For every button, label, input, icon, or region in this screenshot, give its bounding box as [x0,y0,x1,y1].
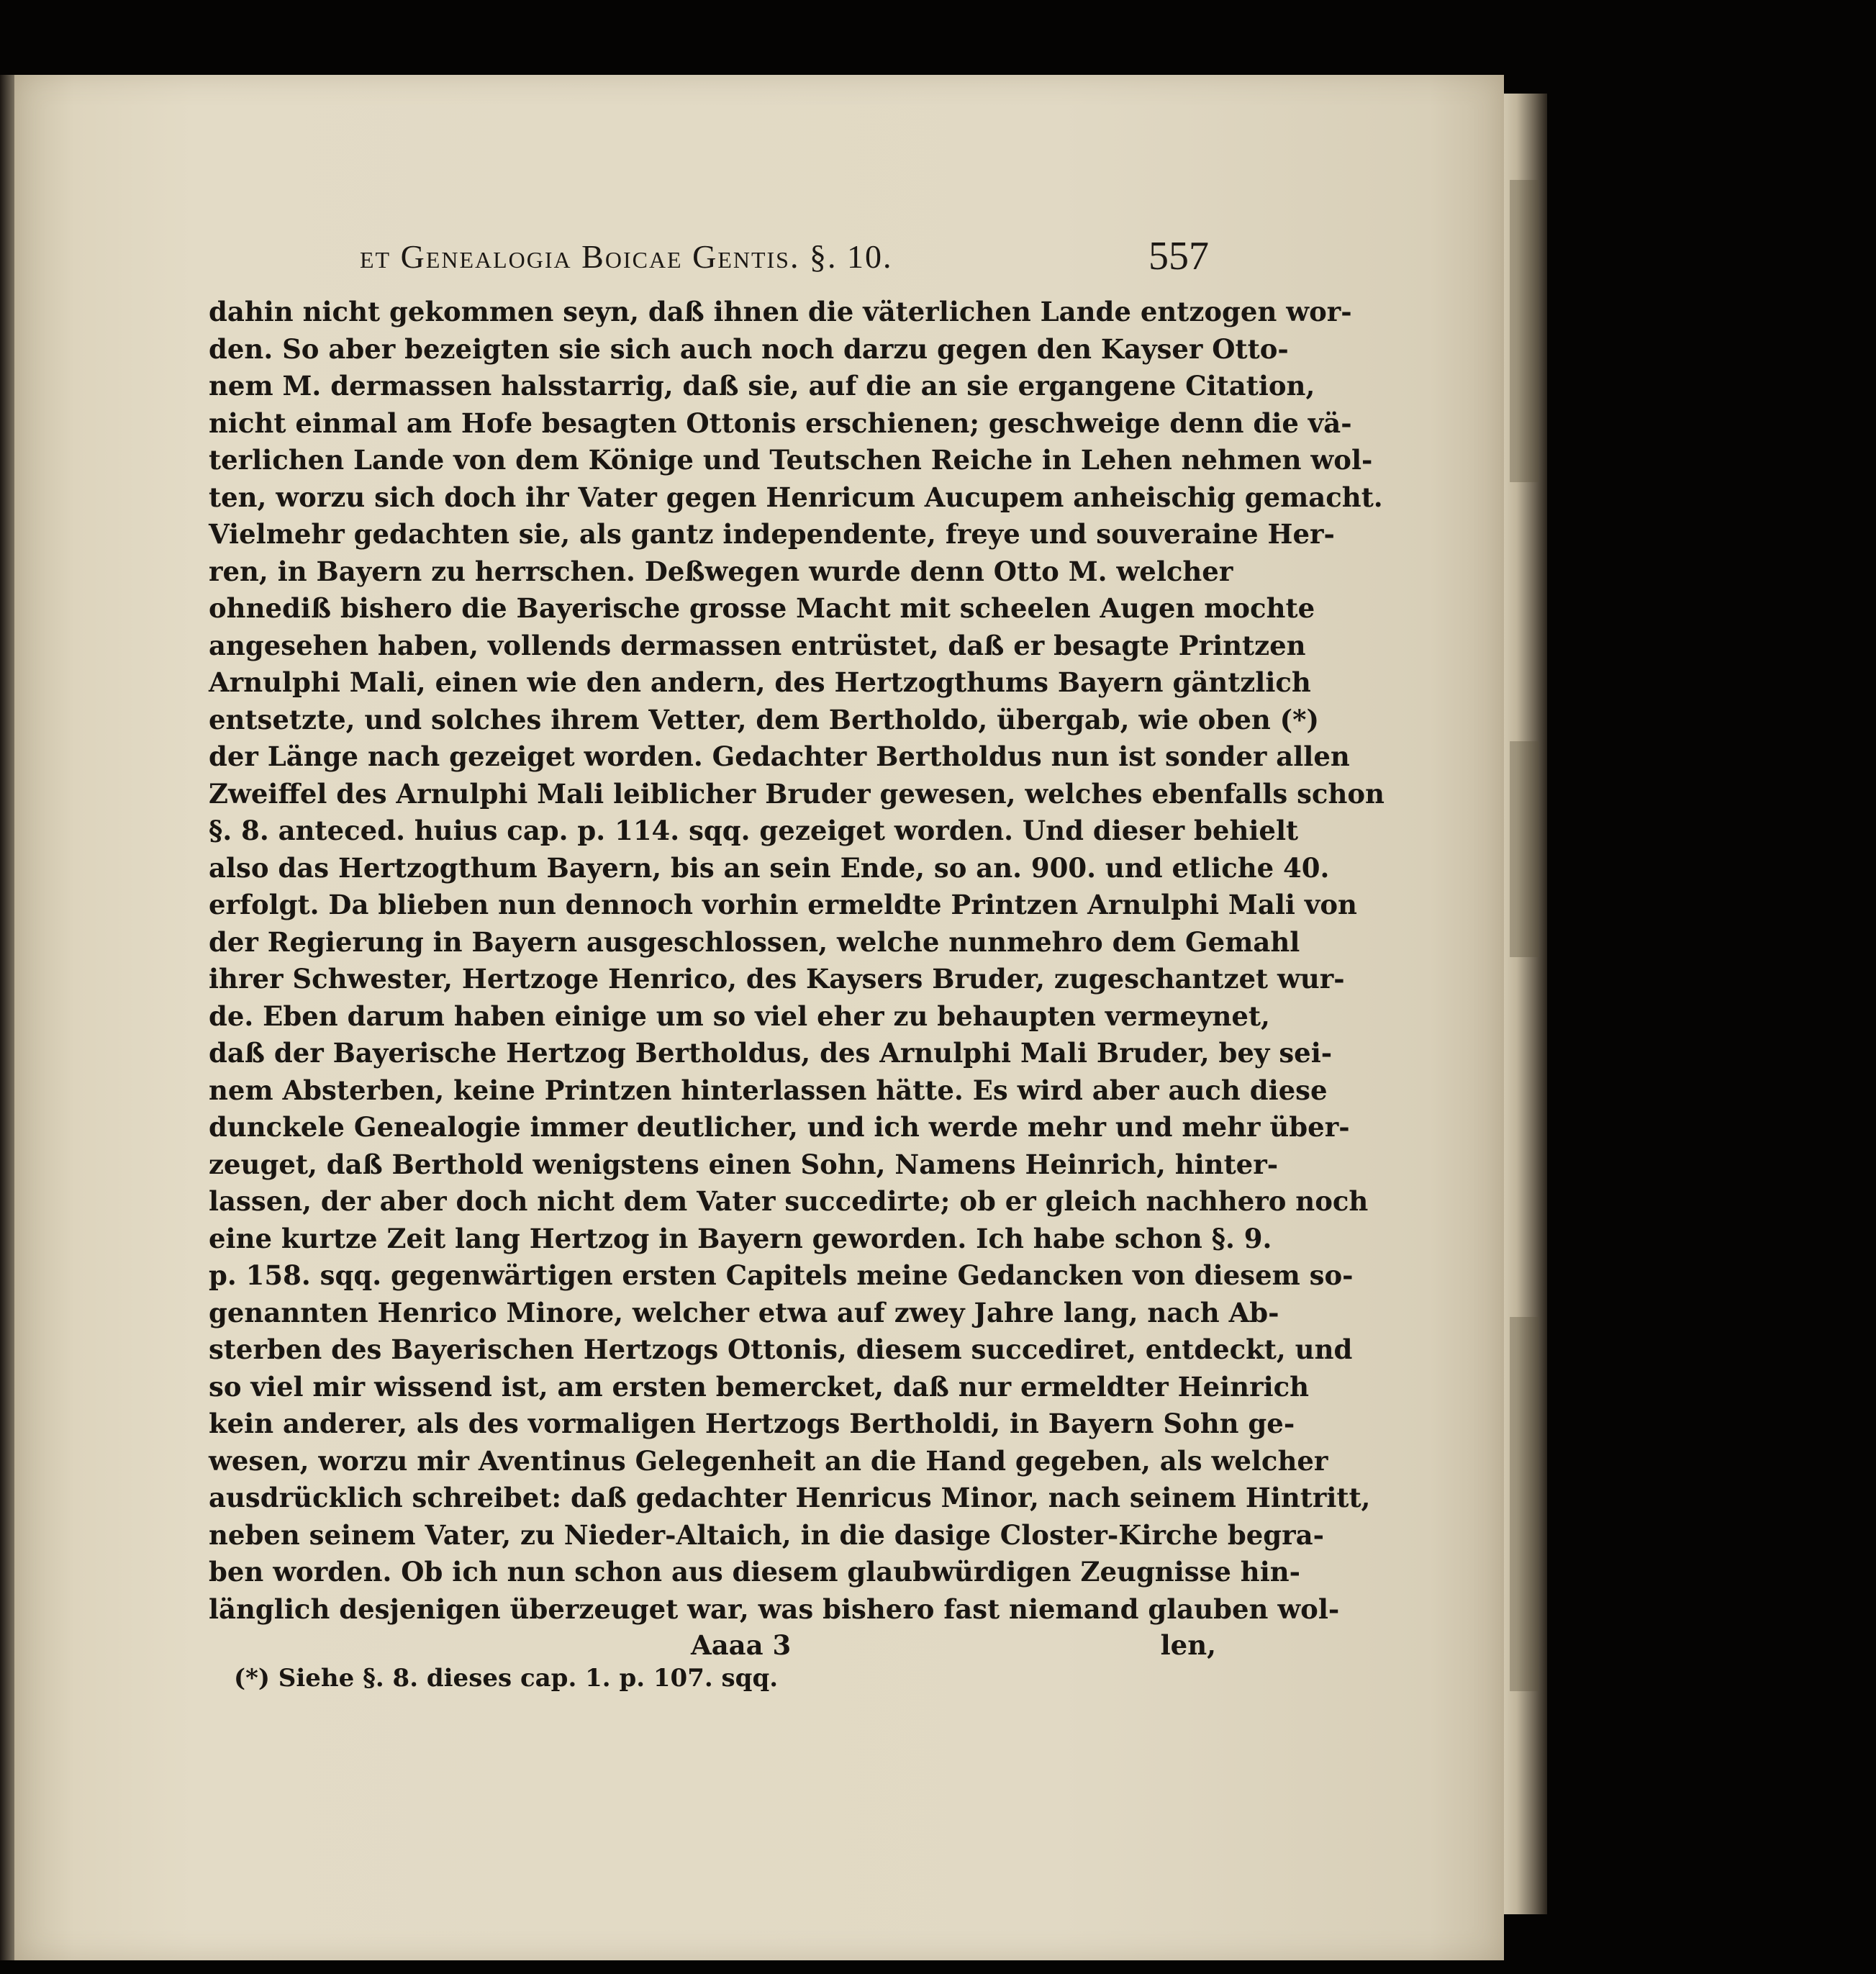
text-line: neben seinem Vater, zu Nieder-Altaich, in die dasige Closter-Kirche begra- [209,1518,1324,1551]
text-line: angesehen haben, vollends dermassen entrüstet, daß er besagte Printzen [209,629,1306,661]
signature-mark: Aaaa 3 [691,1629,792,1661]
running-header [360,234,1209,281]
text-line: de. Eben darum haben einige um so viel eher zu behaupten vermeynet, [209,1000,1270,1032]
text-line: dahin nicht gekommen seyn, daß ihnen die väterlichen Lande entzogen wor- [209,296,1352,327]
text-line: nem M. dermassen halsstarrig, daß sie, auf die an sie ergangene Citation, [209,370,1315,402]
text-line: entsetzte, und solches ihrem Vetter, dem Bertholdo, übergab, wie oben (*) [209,703,1319,735]
page-edge-stack [1504,94,1547,1914]
text-line: §. 8. anteced. huius cap. p. 114. sqq. gezeiget worden. Und dieser behielt [209,815,1299,846]
running-title: et Genealogia Boicae Gentis. §. 10. [360,238,893,275]
text-line: zeuget, daß Berthold wenigstens einen Sohn, Namens Heinrich, hinter- [209,1148,1279,1180]
text-line: dunckele Genealogie immer deutlicher, und ich werde mehr und mehr über- [209,1111,1350,1143]
text-line: nicht einmal am Hofe besagten Ottonis erschienen; geschweige denn die vä- [209,407,1352,439]
text-line: ausdrücklich schreibet: daß gedachter Henricus Minor, nach seinem Hintritt, [209,1482,1371,1513]
text-line: daß der Bayerische Hertzog Bertholdus, des Arnulphi Mali Bruder, bey sei- [209,1037,1333,1069]
page-number: 557 [1148,234,1209,279]
text-line: p. 158. sqq. gegenwärtigen ersten Capitels meine Gedancken von diesem so- [209,1259,1354,1291]
text-line: der Länge nach gezeiget worden. Gedachter Bertholdus nun ist sonder allen [209,741,1350,772]
text-line: ren, in Bayern zu herrschen. Deßwegen wurde denn Otto M. welcher [209,555,1233,587]
text-line: ben worden. Ob ich nun schon aus diesem glaubwürdigen Zeugnisse hin- [209,1556,1301,1588]
text-line: terlichen Lande von dem Könige und Teutschen Reiche in Lehen nehmen wol- [209,444,1373,476]
text-line: wesen, worzu mir Aventinus Gelegenheit an die Hand gegeben, als welcher [209,1444,1328,1477]
text-line: sterben des Bayerischen Hertzogs Ottonis, diesem succediret, entdeckt, und [209,1334,1353,1365]
text-line: lassen, der aber doch nicht dem Vater succedirte; ob er gleich nachhero noch [209,1185,1369,1217]
catchword: len, [1160,1629,1216,1661]
text-line: Vielmehr gedachten sie, als gantz independente, freye und souveraine Her- [209,518,1335,550]
text-line: nem Absterben, keine Printzen hinterlassen hätte. Es wird aber auch diese [209,1074,1328,1106]
text-line: Arnulphi Mali, einen wie den andern, des Hertzogthums Bayern gäntzlich [209,666,1311,698]
text-line: ohnediß bishero die Bayerische grosse Macht mit scheelen Augen mochte [209,592,1315,624]
text-line: ten, worzu sich doch ihr Vater gegen Henricum Aucupem anheischig gemacht. [209,481,1383,513]
text-line: kein anderer, als des vormaligen Hertzogs Bertholdi, in Bayern Sohn ge- [209,1408,1295,1439]
text-line: ihrer Schwester, Hertzoge Henrico, des Kaysers Bruder, zugeschantzet wur- [209,963,1345,995]
text-line: also das Hertzogthum Bayern, bis an sein Ende, so an. 900. und etliche 40. [209,851,1330,884]
text-line: erfolgt. Da blieben nun dennoch vorhin ermeldte Printzen Arnulphi Mali von [209,889,1357,920]
text-line: der Regierung in Bayern ausgeschlossen, welche nunmehro dem Gemahl [209,925,1300,958]
text-line: so viel mir wissend ist, am ersten bemercket, daß nur ermeldter Heinrich [209,1370,1310,1403]
text-line: den. So aber bezeigten sie sich auch noch darzu gegen den Kayser Otto- [209,332,1289,365]
text-line: eine kurtze Zeit lang Hertzog in Bayern geworden. Ich habe schon §. 9. [209,1222,1272,1254]
text-line: genannten Henrico Minore, welcher etwa auf zwey Jahre lang, nach Ab- [209,1296,1279,1328]
page-foot-line [209,1629,1216,1665]
text-line: länglich desjenigen überzeuget war, was bishero fast niemand glauben wol- [209,1593,1340,1625]
footnote: (*) Siehe §. 8. dieses cap. 1. p. 107. sqq. [234,1664,779,1693]
body-text [209,294,1385,1628]
text-line: Zweiffel des Arnulphi Mali leiblicher Bruder gewesen, welches ebenfalls schon [209,777,1385,810]
